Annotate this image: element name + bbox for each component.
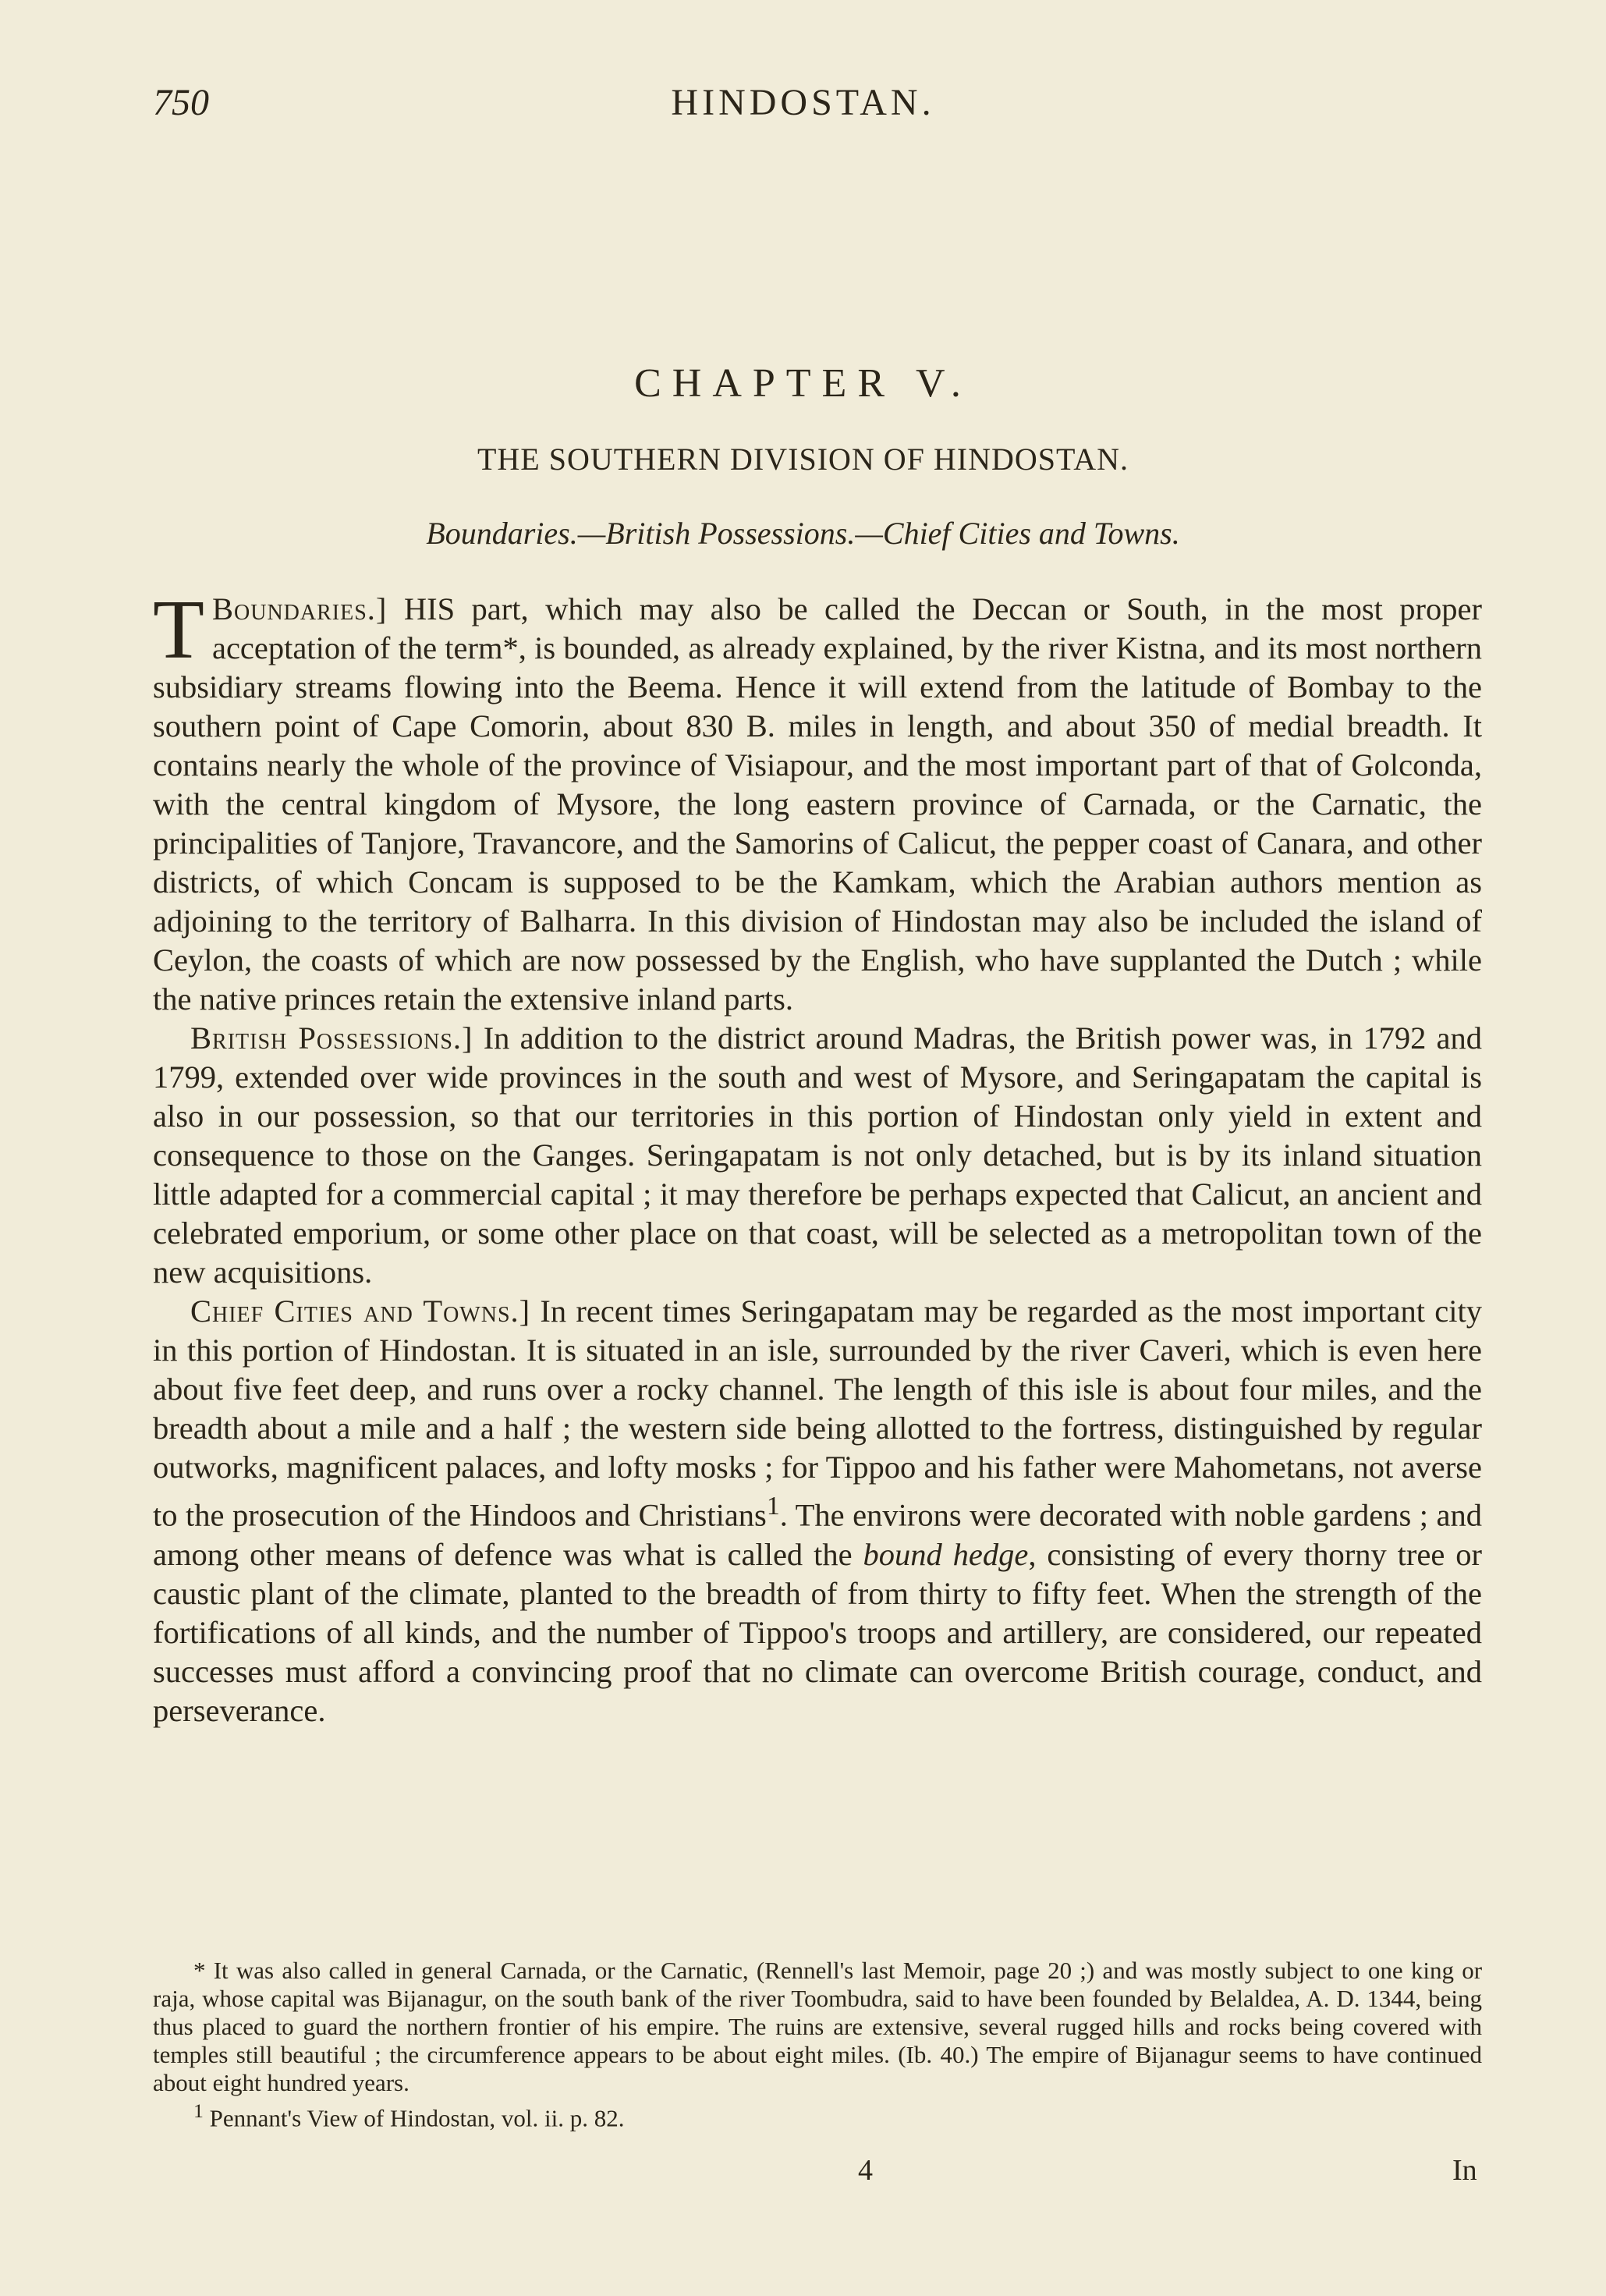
paragraph-text: In addition to the district around Madras, the British power was, in 1792 and 1799, extended over wide provinces in the south and west of Mysore, and Seringapatam the capital is also in our possession, so that our territories in this portion of Hindostan only yield in extent and consequence to those on the Ganges. Seringapatam is not only detached, but is by its inland situation little adapted for a commercial capital ; it may therefore be perhaps expected that Calicut, an ancient and celebrated emporium, or some other place on that coast, will be selected as a metropolitan town of the new acquisitions. [153,1020,1482,1290]
paragraph-text: In recent times Seringapatam may be regarded as the most important city in this portion of Hindostan. It is situated in an isle, surrounded by the river Caveri, which is even here about five feet deep, and runs over a rocky channel. The length of this isle is about four miles, and the breadth about a mile and a half ; the western side being allotted to the fortress, distinguished by regular outworks, magnificent palaces, and lofty mosks ; for Tippoo and his father were Mahometans, not averse to the prosecution of the Hindoos and Christians [153,1293,1482,1533]
italic-term: bound hedge [863,1536,1029,1572]
drop-cap: T [153,584,204,676]
catchword: In [1452,2154,1477,2187]
paragraph-text: HIS part, which may also be called the Deccan or South, in the most proper acceptation of the term*, is bounded, as already explained, by the river Kistna, and its most northern subsidiary streams flowing into the Beema. Hence it will extend from the latitude of Bombay to the southern point of Cape Comorin, about 830 B. miles in length, and about 350 of medial breadth. It contains nearly the whole of the province of Visiapour, and the most important part of that of Golconda, with the central kingdom of Mysore, the long eastern province of Carnada, or the Carnatic, the principalities of Tanjore, Travancore, and the Samorins of Calicut, the pepper coast of Canara, and other districts, of which Concam is supposed to be the Kamkam, which the Arabian authors mention as adjoining to the territory of Balharra. In this division of Hindostan may also be included the island of Ceylon, the coasts of which are now possessed by the English, who have supplanted the Dutch ; while the native princes retain the extensive inland parts. [153,591,1482,1017]
sidehead-chief-cities: Chief Cities and Towns.] [190,1293,531,1329]
footnote-ref: 1 [766,1492,780,1521]
body-text [153,584,1483,1730]
paragraph-british-possessions [153,1019,1482,1292]
chapter-title: THE SOUTHERN DIVISION OF HINDOSTAN. [477,442,1129,477]
sidehead-boundaries: Boundaries.] [211,591,388,626]
running-title: HINDOSTAN. [671,82,935,123]
signature-mark: 4 [858,2154,873,2187]
sidehead-british-possessions: British Possessions.] [190,1020,473,1056]
footnote-star [153,1957,1482,2097]
chapter-heading: CHAPTER V. [634,361,972,406]
footnote-mark: * [193,1957,206,1984]
footnote-text: Pennant's View of Hindostan, vol. ii. p. 82. [209,2104,625,2132]
chapter-subtopics: Boundaries.—British Possessions.—Chief Cities and Towns. [426,516,1180,551]
paragraph-text: , consisting of every thorny tree or caustic plant of the climate, planted to the breadth of from thirty to fifty feet. When the strength of the fortifications of all kinds, and the number of Tippoo's troops and artillery, are considered, our repeated successes must afford a convincing proof that no climate can overcome British courage, conduct, and perseverance. [153,1536,1482,1728]
footnote-mark: 1 [193,2099,204,2122]
paragraph-text: . The environs were decorated with noble gardens ; and among other means of defence was what is called the [153,1497,1483,1572]
footnote-text: It was also called in general Carnada, or the Carnatic, (Rennell's last Memoir, page 20 ;) and was mostly subject to one king or raja, whose capital was Bijanagur, on the south bank of the river Toombudra, said to have been founded by Belaldea, A. D. 1344, being thus placed to guard the northern frontier of his empire. The ruins are extensive, several rugged hills and rocks being covered with temples still beautiful ; the circumference appears to be about eight miles. (Ib. 40.) The empire of Bijanagur seems to have continued about eight hundred years. [153,1957,1483,2096]
page-number: 750 [153,82,209,123]
footnote-one [153,2097,1482,2132]
paragraph-chief-cities [153,1292,1482,1730]
running-head [153,75,1453,137]
paragraph-boundaries [153,584,1482,1019]
footnotes [153,1957,1482,2132]
